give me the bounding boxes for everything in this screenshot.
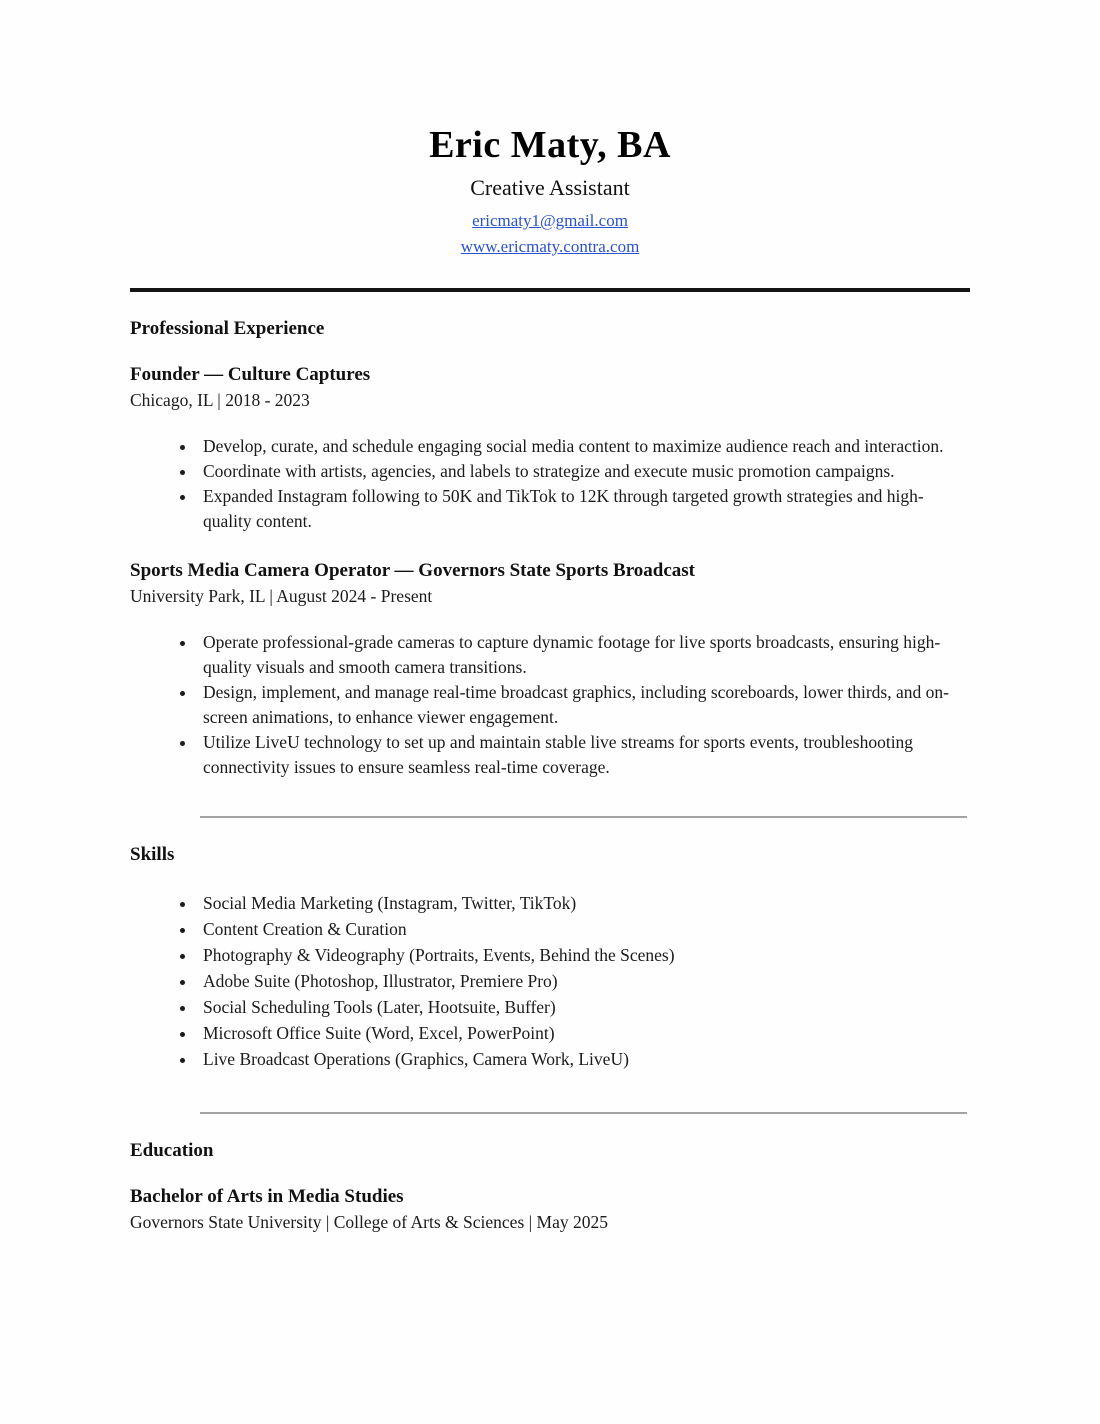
skill-item: • Live Broadcast Operations (Graphics, Camera Work, LiveU): [197, 1046, 970, 1072]
skill-item: • Social Media Marketing (Instagram, Twitter, TikTok): [197, 890, 970, 916]
bullet-item: • Coordinate with artists, agencies, and labels to strategize and execute music promotion campaigns.: [197, 459, 970, 484]
job-meta-founder: Chicago, IL | 2018 - 2023: [130, 390, 310, 410]
degree-title: Bachelor of Arts in Media Studies: [130, 1186, 404, 1207]
email-link[interactable]: ericmaty1@gmail.com: [472, 211, 628, 230]
contact-links: [130, 208, 970, 260]
bullet-item: • Operate professional-grade cameras to capture dynamic footage for live sports broadcasts, ensuring high-quality visuals and smooth camera transitions.: [197, 630, 970, 680]
person-name: Eric Maty, BA: [429, 124, 671, 166]
job-meta-camera-operator: University Park, IL | August 2024 - Present: [130, 586, 433, 606]
website-link[interactable]: www.ericmaty.contra.com: [460, 237, 640, 256]
skill-item: • Photography & Videography (Portraits, Events, Behind the Scenes): [197, 942, 970, 968]
skill-item: • Social Scheduling Tools (Later, Hootsuite, Buffer): [197, 994, 970, 1020]
section-heading-experience: Professional Experience: [130, 318, 325, 339]
section-heading-skills: Skills: [130, 844, 175, 865]
job-bullets-founder: [130, 434, 970, 534]
job-bullets-camera-operator: [130, 630, 970, 780]
header-divider: [130, 288, 970, 292]
section-divider: [200, 816, 967, 818]
section-heading-education: Education: [130, 1140, 214, 1161]
degree-meta: Governors State University | College of Arts & Sciences | May 2025: [130, 1212, 608, 1232]
person-role: Creative Assistant: [470, 174, 630, 200]
bullet-item: • Develop, curate, and schedule engaging social media content to maximize audience reach and interaction.: [197, 434, 970, 459]
skill-item: • Microsoft Office Suite (Word, Excel, PowerPoint): [197, 1020, 970, 1046]
job-title-camera-operator: Sports Media Camera Operator — Governors State Sports Broadcast: [130, 560, 696, 581]
skills-list: [130, 890, 970, 1072]
section-divider: [200, 1112, 967, 1114]
bullet-item: • Expanded Instagram following to 50K and TikTok to 12K through targeted growth strategies and high-quality content.: [197, 484, 970, 534]
bullet-item: • Utilize LiveU technology to set up and maintain stable live streams for sports events, troubleshooting connectivity issues to ensure seamless real-time coverage.: [197, 730, 970, 780]
job-title-founder: Founder — Culture Captures: [130, 364, 371, 385]
resume-header: [130, 122, 970, 260]
bullet-item: • Design, implement, and manage real-time broadcast graphics, including scoreboards, lower thirds, and on-screen animations, to enhance viewer engagement.: [197, 680, 970, 730]
skill-item: • Content Creation & Curation: [197, 916, 970, 942]
skill-item: • Adobe Suite (Photoshop, Illustrator, Premiere Pro): [197, 968, 970, 994]
